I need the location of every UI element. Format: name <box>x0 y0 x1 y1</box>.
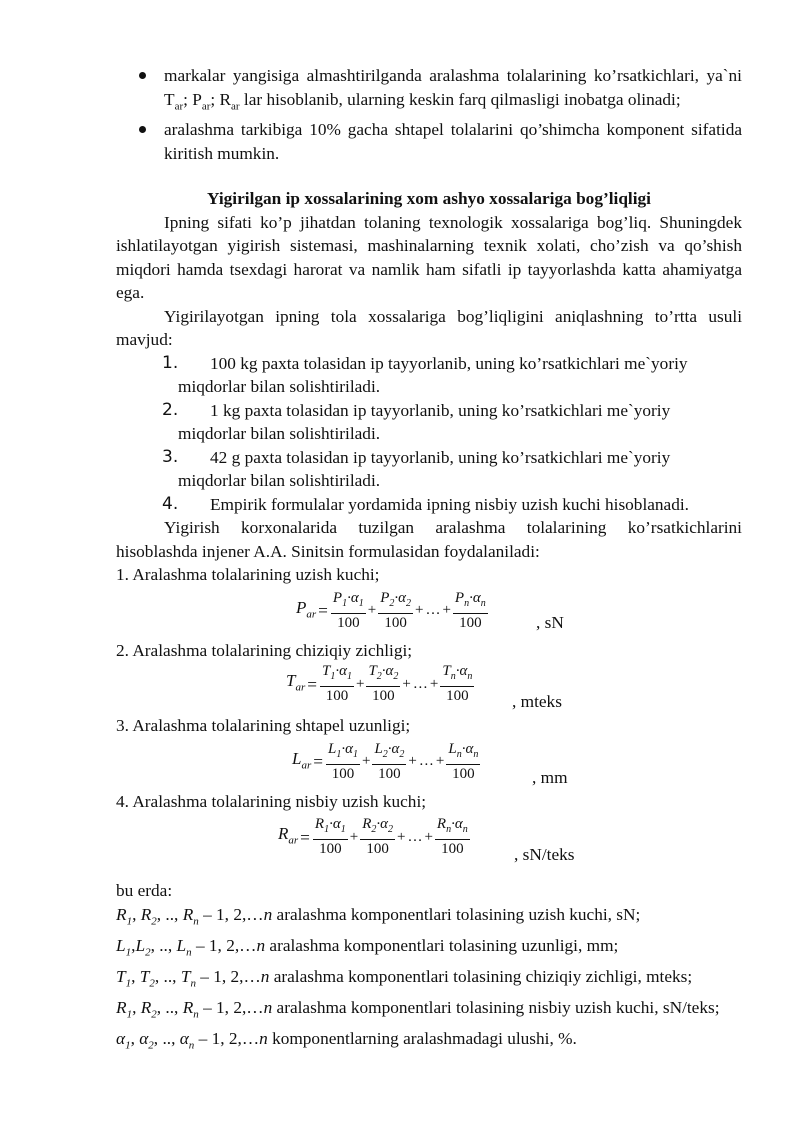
formula-unit: , sN/teks <box>514 845 575 865</box>
bu-erda-label: bu erda: <box>116 881 173 901</box>
formula-label-2: 2. Aralashma tolalarining chiziqiy zichligi; <box>116 640 413 660</box>
bullet-dot-icon <box>139 126 146 133</box>
list-number: 1. <box>162 352 179 373</box>
list-item: 2. 1 kg paxta tolasidan ip tayyorlanib, uning ko’rsatkichlari me`yoriy miqdorlar bilan solishtiriladi. <box>162 399 671 444</box>
definition-item: $R_1$, $R_2$, .., $R_n - 1$, 2,…n aralashma komponentlari tolasining uzish kuchi, sN; <box>116 904 641 928</box>
formula-unit: , sN <box>536 612 564 632</box>
list-item: 3. 42 g paxta tolasidan ip tayyorlanib, uning ko’rsatkichlari me`yoriy miqdorlar bilan solishtiriladi. <box>162 446 671 491</box>
list-number: 4. <box>162 493 179 514</box>
definition-item: $T_1$, $T_2$, .., $T_n - 1$, 2,…n aralashma komponentlari tolasining chiziqiy zichligi, mteks; <box>116 966 693 990</box>
formula-2: $T_{ar}$ = $\frac{T_1\cdot\alpha_1}{100}$ + $\frac{T_2\cdot\alpha_2}{100}$ + … + $\frac{T_n\cdot\alpha_n}{100}$ , mteks <box>116 662 742 714</box>
definition-item: $\alpha_1$, $\alpha_2$, .., $\alpha_n - 1$, 2,…n komponentlarning aralashmadagi ulushi, %. <box>116 1028 577 1052</box>
list-number: 3. <box>162 446 179 467</box>
formula-unit: , mm <box>532 767 568 787</box>
paragraph-1: Ipning sifati ko’p jihatdan tolaning texnologik xossalariga bog’liq. Shuningdek ishlatilayotgan yigirish sistemasi, mashinalarning texnik xolati, cho’zish va qo’shish miqdori hamda tsexdagi harorat va namlik ham sifatli ip tayyorlashda katta ahamiyatga ega. <box>116 212 742 303</box>
formula-3: $L_{ar}$ = $\frac{L_1\cdot\alpha_1}{100}$ + $\frac{L_2\cdot\alpha_2}{100}$ + … + $\frac{L_n\cdot\alpha_n}{100}$ , mm <box>116 738 742 790</box>
definition-item: $R_1$, $R_2$, .., $R_n - 1$, 2,…n aralashma komponentlari tolasining nisbiy uzish kuchi, sN/teks; <box>116 997 720 1021</box>
document-page <box>116 64 742 1058</box>
formula-4: $R_{ar}$ = $\frac{R_1\cdot\alpha_1}{100}$ + $\frac{R_2\cdot\alpha_2}{100}$ + … + $\frac{R_n\cdot\alpha_n}{100}$ , sN/teks <box>116 813 742 873</box>
bullet-item-2: aralashma tarkibiga 10% gacha shtapel tolalarini qo’shimcha komponent sifatida kiritish mumkin. <box>116 118 742 165</box>
paragraph-2: Yigirilayotgan ipning tola xossalariga bog’liqligini aniqlashning to’rtta usuli mavjud: <box>116 306 742 350</box>
definition-item: $L_1,L_2$, .., $L_n - 1$, 2,…n aralashma komponentlari tolasining uzunligi, mm; <box>116 935 619 959</box>
formula-1: $P_{ar}$ = $\frac{P_1\cdot\alpha_1}{100}$ + $\frac{P_2\cdot\alpha_2}{100}$ + … + $\frac{P_n\cdot\alpha_n}{100}$ , sN <box>116 587 742 639</box>
list-item: 4. Empirik formulalar yordamida ipning nisbiy uzish kuchi hisoblanadi. <box>116 493 742 517</box>
bullet-item-1: markalar yangisiga almashtirilganda aralashma tolalarining ko’rsatkichlari, ya`ni $T_{ar}$; $P_{ar}$; $R_{ar}$ lar hisoblanib, ularning keskin farq qilmasligi inobatga olinadi; <box>116 64 742 118</box>
list-number: 2. <box>162 399 179 420</box>
formula-label-1: 1. Aralashma tolalarining uzish kuchi; <box>116 565 380 585</box>
formula-label-3: 3. Aralashma tolalarining shtapel uzunligi; <box>116 716 411 736</box>
list-item: 1. 100 kg paxta tolasidan ip tayyorlanib, uning ko’rsatkichlari me`yoriy miqdorlar bilan solishtiriladi. <box>162 352 688 397</box>
paragraph-3: Yigirish korxonalarida tuzilgan aralashma tolalarining ko’rsatkichlarini hisoblashda injener A.A. Sinitsin formulasidan foydalaniladi: <box>116 518 742 561</box>
definitions-list <box>116 903 742 1058</box>
formula-unit: , mteks <box>512 692 562 712</box>
bullet-dot-icon <box>139 72 146 79</box>
section-heading: Yigirilgan ip xossalarining xom ashyo xossalariga bog’liqligi <box>207 189 651 209</box>
formula-label-4: 4. Aralashma tolalarining nisbiy uzish kuchi; <box>116 791 427 811</box>
numbered-list <box>116 352 742 517</box>
